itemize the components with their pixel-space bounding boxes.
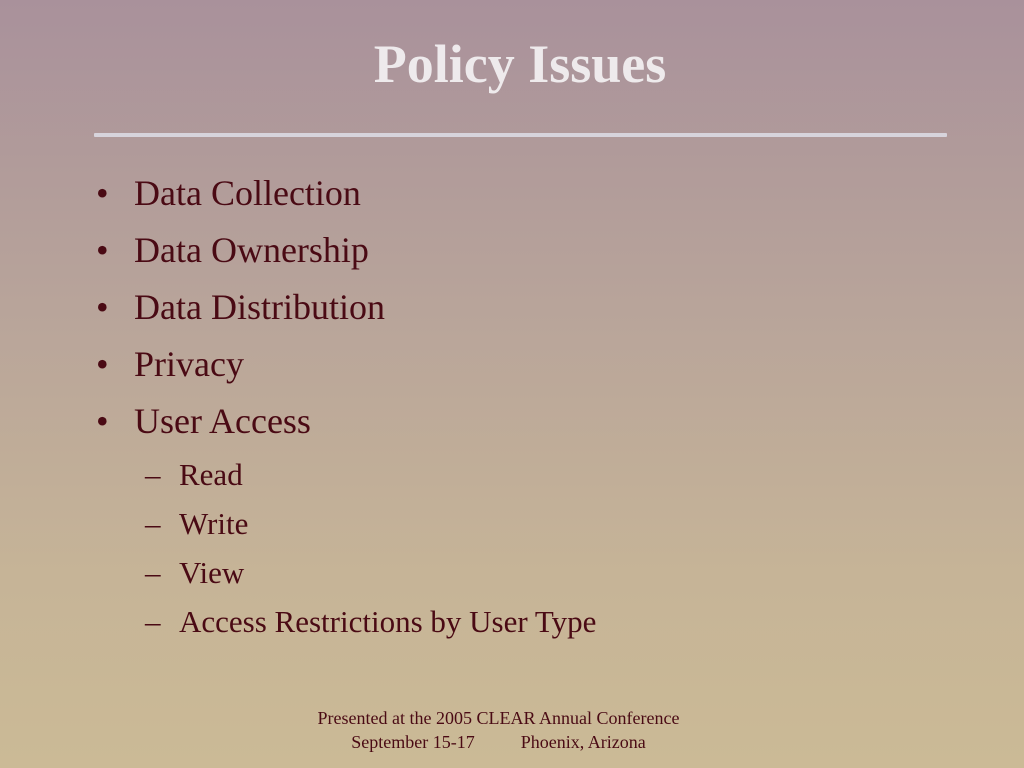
bullet-text: User Access bbox=[134, 401, 311, 441]
bullet-marker: • bbox=[96, 173, 109, 213]
slide-title: Policy Issues bbox=[373, 34, 667, 94]
sub-bullet-text: Access Restrictions by User Type bbox=[179, 604, 597, 639]
bullet-text: Data Collection bbox=[134, 173, 361, 213]
sub-bullet-text: View bbox=[179, 555, 245, 590]
sub-bullet-marker: – bbox=[145, 555, 161, 590]
title-divider bbox=[94, 133, 947, 137]
footer-date-location bbox=[0, 730, 997, 754]
footer-location: Phoenix, Arizona bbox=[520, 732, 646, 752]
bullet-text: Data Distribution bbox=[134, 287, 385, 327]
bullet-marker: • bbox=[96, 230, 109, 270]
bullet-marker: • bbox=[96, 344, 109, 384]
sub-bullet-marker: – bbox=[145, 604, 161, 639]
bullet-text: Data Ownership bbox=[134, 230, 369, 270]
footer-dates: September 15-17 bbox=[351, 732, 475, 752]
bullet-marker: • bbox=[96, 287, 109, 327]
footer-conference: Presented at the 2005 CLEAR Annual Conference bbox=[317, 708, 680, 728]
sub-bullet-text: Read bbox=[179, 457, 243, 492]
sub-bullet-text: Write bbox=[179, 506, 249, 541]
sub-bullet-marker: – bbox=[145, 457, 161, 492]
bullet-marker: • bbox=[96, 401, 109, 441]
bullet-text: Privacy bbox=[134, 344, 244, 384]
sub-bullet-marker: – bbox=[145, 506, 161, 541]
slide-footer bbox=[0, 706, 997, 754]
